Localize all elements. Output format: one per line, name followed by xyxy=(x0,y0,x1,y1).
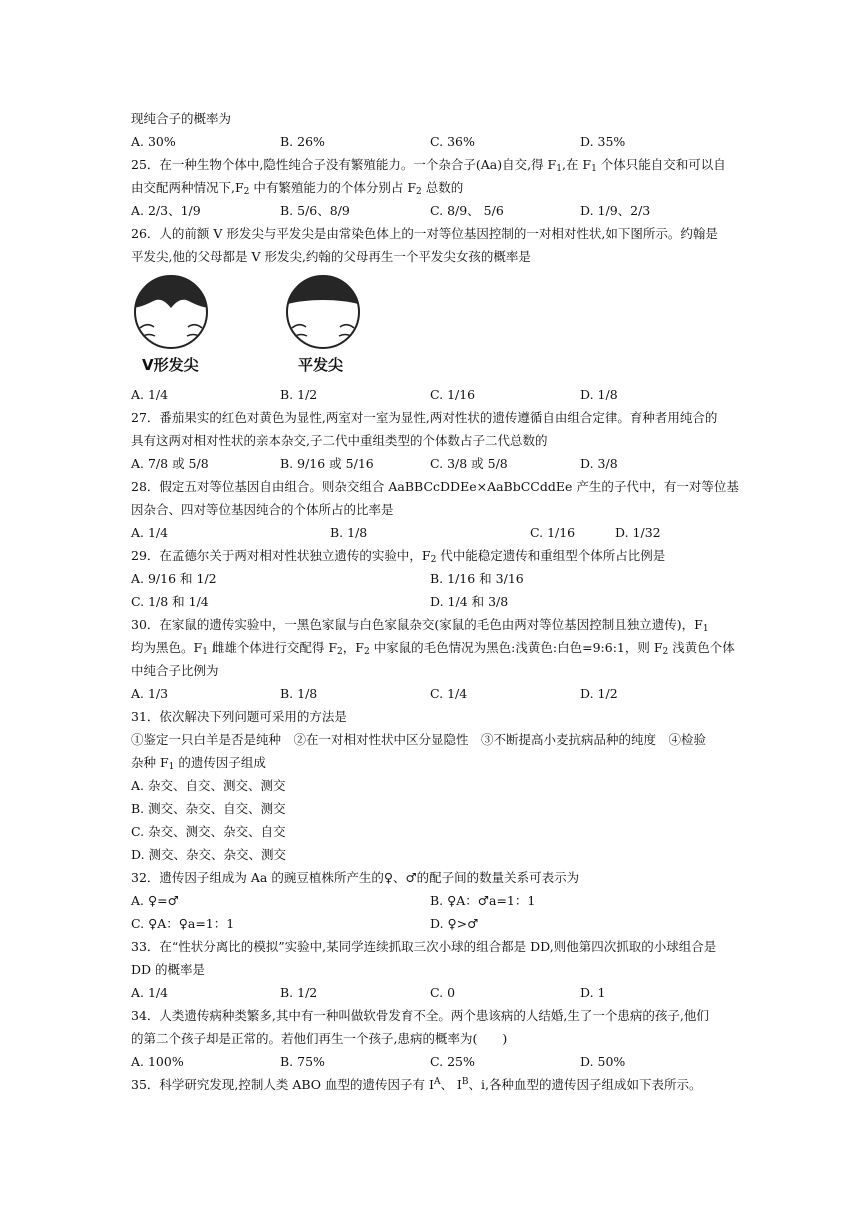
q29-option-d: D. 1/4 和 3/8 xyxy=(430,594,509,609)
v-hairline-face-icon xyxy=(130,272,212,350)
q30-stem-line1: 30．在家鼠的遗传实验中，一黑色家鼠与白色家鼠杂交(家鼠的毛色由两对等位基因控制且独立遗传)，$F_1$ xyxy=(131,617,709,634)
q25-option-c: C. 8/9、 5/6 xyxy=(430,203,504,218)
q26-option-b: B. 1/2 xyxy=(280,387,318,402)
q26-option-a: A. 1/4 xyxy=(131,387,169,402)
q29-option-c: C. 1/8 和 1/4 xyxy=(131,594,209,609)
q30-option-d: D. 1/2 xyxy=(580,686,618,701)
q32-stem: 32．遗传因子组成为 Aa 的豌豆植株所产生的♀、♂的配子间的数量关系可表示为 xyxy=(131,870,580,885)
q30-option-b: B. 1/8 xyxy=(280,686,318,701)
flat-hairline-face-icon xyxy=(282,272,364,350)
flat-hairline-label: 平发尖 xyxy=(298,356,344,374)
q24-option-b: B. 26% xyxy=(280,134,325,149)
q25-stem-line2: 由交配两种情况下$,F_2$ 中有繁殖能力的个体分别占 $F_2$ 总数的 xyxy=(131,180,464,197)
q26-option-d: D. 1/8 xyxy=(580,387,618,402)
q31-option-c: C. 杂交、测交、杂交、自交 xyxy=(131,824,286,839)
q32-option-c: C. ♀A：♀a=1：1 xyxy=(131,916,235,931)
q27-stem-line1: 27．番茄果实的红色对黄色为显性,两室对一室为显性,两对性状的遗传遵循自由组合定律。育种者用纯合的 xyxy=(131,410,718,425)
q32-option-d: D. ♀>♂ xyxy=(430,916,479,931)
q33-stem-line2: DD 的概率是 xyxy=(131,962,206,977)
q24-option-d: D. 35% xyxy=(580,134,626,149)
q24-option-c: C. 36% xyxy=(430,134,475,149)
q34-option-a: A. 100% xyxy=(131,1054,184,1069)
q30-stem-line2: 均为黑色。$F_1$ 雌雄个体进行交配得 $F_2$，$F_2$ 中家鼠的毛色情况为黑色:浅黄色:白色=9:6:1，则 $F_2$ 浅黄色个体 xyxy=(131,640,735,657)
q33-option-a: A. 1/4 xyxy=(131,985,169,1000)
q34-option-b: B. 75% xyxy=(280,1054,325,1069)
q28-option-d: D. 1/32 xyxy=(615,525,661,540)
q29-option-a: A. 9/16 和 1/2 xyxy=(131,571,217,586)
q30-option-a: A. 1/3 xyxy=(131,686,169,701)
q25-option-d: D. 1/9、2/3 xyxy=(580,203,651,218)
q26-stem-line2: 平发尖,他的父母都是 V 形发尖,约翰的父母再生一个平发尖女孩的概率是 xyxy=(131,249,531,264)
q32-option-b: B. ♀A：♂a=1：1 xyxy=(430,893,536,908)
q28-option-a: A. 1/4 xyxy=(131,525,169,540)
q27-stem-line2: 具有这两对相对性状的亲本杂交,子二代中重组类型的个体数占子二代总数的 xyxy=(131,433,548,448)
q31-option-d: D. 测交、杂交、杂交、测交 xyxy=(131,847,287,862)
q33-stem-line1: 33．在“性状分离比的模拟”实验中,某同学连续抓取三次小球的组合都是 DD,则他第四次抓取的小球组合是 xyxy=(131,939,717,954)
q29-option-b: B. 1/16 和 3/16 xyxy=(430,571,524,586)
q24-option-a: A. 30% xyxy=(131,134,176,149)
q31-option-b: B. 测交、杂交、自交、测交 xyxy=(131,801,286,816)
q25-option-b: B. 5/6、8/9 xyxy=(280,203,350,218)
q26-stem-line1: 26．人的前额 V 形发尖与平发尖是由常染色体上的一对等位基因控制的一对相对性状,如下图所示。约翰是 xyxy=(131,226,718,241)
q25-stem-line1: 25．在一种生物个体中,隐性纯合子没有繁殖能力。一个杂合子(Aa)自交,得 $F_1$,在 $F_1$ 个体只能自交和可以自 xyxy=(131,157,726,174)
q34-option-c: C. 25% xyxy=(430,1054,475,1069)
q35-stem: 35．科学研究发现,控制人类 ABO 血型的遗传因子有 $I^A$、 $I^B$、i,各种血型的遗传因子组成如下表所示。 xyxy=(131,1077,702,1092)
q31-option-a: A. 杂交、自交、测交、测交 xyxy=(131,778,286,793)
continued-text: 现纯合子的概率为 xyxy=(131,111,232,126)
q34-stem-line2: 的第二个孩子却是正常的。若他们再生一个孩子,患病的概率为( ) xyxy=(131,1031,508,1046)
q30-stem-line3: 中纯合子比例为 xyxy=(131,663,219,678)
q33-option-b: B. 1/2 xyxy=(280,985,318,1000)
q32-option-a: A. ♀=♂ xyxy=(131,893,179,908)
q30-option-c: C. 1/4 xyxy=(430,686,468,701)
q25-option-a: A. 2/3、1/9 xyxy=(131,203,201,218)
q31-stem-line3: 杂种 $F_1$ 的遗传因子组成 xyxy=(131,755,266,772)
q27-option-d: D. 3/8 xyxy=(580,456,618,471)
q27-option-c: C. 3/8 或 5/8 xyxy=(430,456,508,471)
v-hairline-label: V形发尖 xyxy=(142,356,199,374)
q31-stem-line1: 31．依次解决下列问题可采用的方法是 xyxy=(131,709,347,724)
q26-option-c: C. 1/16 xyxy=(430,387,476,402)
q28-option-b: B. 1/8 xyxy=(330,525,368,540)
q28-option-c: C. 1/16 xyxy=(530,525,576,540)
q27-option-b: B. 9/16 或 5/16 xyxy=(280,456,374,471)
q31-stem-line2: ①鉴定一只白羊是否是纯种 ②在一对相对性状中区分显隐性 ③不断提高小麦抗病品种的纯度 ④检验 xyxy=(131,732,707,747)
q27-option-a: A. 7/8 或 5/8 xyxy=(131,456,209,471)
q34-option-d: D. 50% xyxy=(580,1054,626,1069)
q33-option-d: D. 1 xyxy=(580,985,606,1000)
q28-stem-line1: 28．假定五对等位基因自由组合。则杂交组合 AaBBCcDDEe×AaBbCCddEe 产生的子代中，有一对等位基 xyxy=(131,479,739,494)
q29-stem: 29．在孟德尔关于两对相对性状独立遗传的实验中，$F_2$ 代中能稳定遗传和重组型个体所占比例是 xyxy=(131,548,666,565)
q28-stem-line2: 因杂合、四对等位基因纯合的个体所占的比率是 xyxy=(131,502,394,517)
q33-option-c: C. 0 xyxy=(430,985,456,1000)
q34-stem-line1: 34．人类遗传病种类繁多,其中有一种叫做软骨发育不全。两个患该病的人结婚,生了一个患病的孩子,他们 xyxy=(131,1008,709,1023)
